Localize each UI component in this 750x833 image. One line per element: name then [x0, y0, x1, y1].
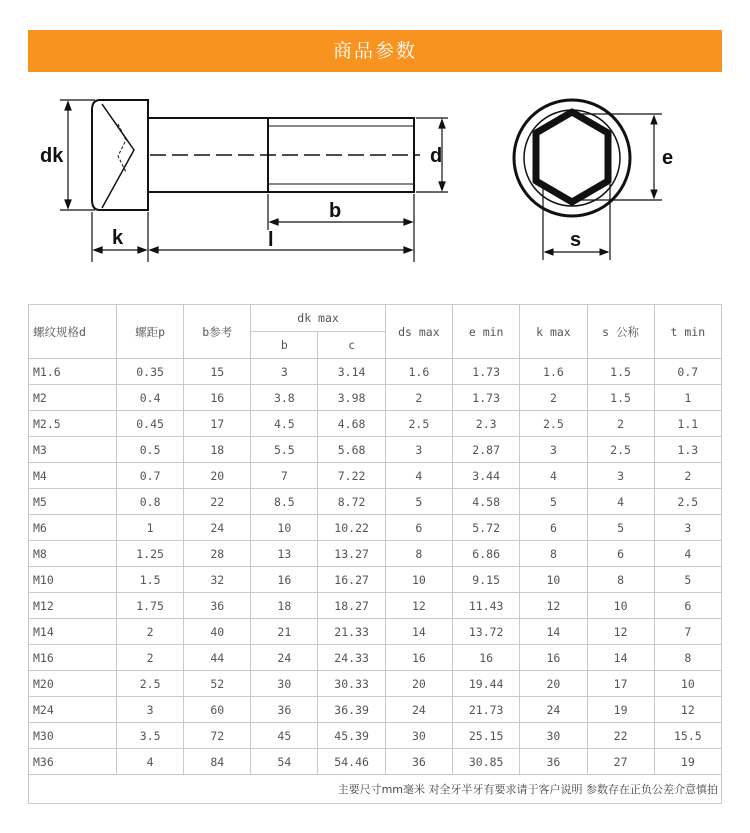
- table-cell: 3.14: [318, 359, 385, 385]
- table-cell: 2: [116, 645, 183, 671]
- table-cell: 44: [184, 645, 251, 671]
- table-cell: M3: [29, 437, 117, 463]
- table-cell: 4: [587, 489, 654, 515]
- table-cell: 19.44: [452, 671, 519, 697]
- table-cell: 1.5: [116, 567, 183, 593]
- table-cell: 24.33: [318, 645, 385, 671]
- table-cell: 24: [251, 645, 318, 671]
- table-row: [29, 515, 722, 541]
- table-cell: 17: [184, 411, 251, 437]
- table-cell: 4: [116, 749, 183, 775]
- table-cell: 7: [654, 619, 721, 645]
- table-cell: 11.43: [452, 593, 519, 619]
- table-cell: 4.58: [452, 489, 519, 515]
- table-cell: 10: [587, 593, 654, 619]
- table-cell: 2.5: [654, 489, 721, 515]
- table-cell: 36: [251, 697, 318, 723]
- table-cell: 8: [385, 541, 452, 567]
- table-cell: 8: [520, 541, 587, 567]
- table-cell: 30: [520, 723, 587, 749]
- table-cell: M2.5: [29, 411, 117, 437]
- table-cell: 0.4: [116, 385, 183, 411]
- table-cell: M36: [29, 749, 117, 775]
- label-dk: dk: [40, 145, 64, 167]
- table-cell: 36: [184, 593, 251, 619]
- table-cell: 4.5: [251, 411, 318, 437]
- table-cell: 45: [251, 723, 318, 749]
- table-cell: 0.35: [116, 359, 183, 385]
- table-cell: 15: [184, 359, 251, 385]
- table-cell: 24: [520, 697, 587, 723]
- table-cell: 1.73: [452, 385, 519, 411]
- header-pitch: 螺距p: [116, 305, 183, 359]
- table-cell: 9.15: [452, 567, 519, 593]
- header-dk-c: c: [318, 332, 385, 359]
- table-cell: 2: [654, 463, 721, 489]
- table-cell: 6: [385, 515, 452, 541]
- table-cell: 28: [184, 541, 251, 567]
- table-cell: 20: [184, 463, 251, 489]
- table-cell: 8.72: [318, 489, 385, 515]
- table-cell: 10.22: [318, 515, 385, 541]
- table-cell: 13.72: [452, 619, 519, 645]
- label-e: e: [662, 147, 674, 169]
- table-cell: 5.72: [452, 515, 519, 541]
- bolt-end-view: [514, 100, 662, 260]
- table-cell: 12: [385, 593, 452, 619]
- table-cell: 4: [654, 541, 721, 567]
- table-cell: 5.5: [251, 437, 318, 463]
- table-cell: 16: [251, 567, 318, 593]
- table-cell: 5.68: [318, 437, 385, 463]
- table-row: [29, 593, 722, 619]
- table-cell: 21: [251, 619, 318, 645]
- footnote-row: [29, 775, 722, 804]
- table-row: [29, 723, 722, 749]
- label-b: b: [329, 200, 342, 222]
- table-cell: 6.86: [452, 541, 519, 567]
- table-cell: 84: [184, 749, 251, 775]
- table-cell: 1.6: [385, 359, 452, 385]
- table-cell: 8: [587, 567, 654, 593]
- table-cell: 0.7: [654, 359, 721, 385]
- table-cell: 60: [184, 697, 251, 723]
- table-cell: 1.3: [654, 437, 721, 463]
- table-cell: 1.25: [116, 541, 183, 567]
- spec-table: [28, 304, 722, 804]
- table-cell: 5: [587, 515, 654, 541]
- table-cell: 10: [654, 671, 721, 697]
- table-row: [29, 489, 722, 515]
- table-cell: 0.5: [116, 437, 183, 463]
- table-cell: M30: [29, 723, 117, 749]
- table-cell: M8: [29, 541, 117, 567]
- table-cell: 16: [385, 645, 452, 671]
- table-cell: 1.5: [587, 385, 654, 411]
- table-cell: 2: [520, 385, 587, 411]
- table-cell: 0.8: [116, 489, 183, 515]
- table-cell: 2.3: [452, 411, 519, 437]
- table-cell: M24: [29, 697, 117, 723]
- table-cell: 10: [520, 567, 587, 593]
- bolt-head: [92, 100, 148, 210]
- table-cell: 20: [385, 671, 452, 697]
- table-cell: 16: [184, 385, 251, 411]
- table-cell: 4.68: [318, 411, 385, 437]
- table-cell: 5: [654, 567, 721, 593]
- table-cell: 17: [587, 671, 654, 697]
- table-row: [29, 463, 722, 489]
- table-cell: M6: [29, 515, 117, 541]
- table-row: [29, 671, 722, 697]
- header-ds-max: ds max: [385, 305, 452, 359]
- table-row: [29, 385, 722, 411]
- table-row: [29, 619, 722, 645]
- table-cell: 3: [251, 359, 318, 385]
- header-b-ref: b参考: [184, 305, 251, 359]
- table-cell: 4: [520, 463, 587, 489]
- table-cell: 45.39: [318, 723, 385, 749]
- table-cell: 6: [520, 515, 587, 541]
- table-cell: 72: [184, 723, 251, 749]
- table-cell: 0.7: [116, 463, 183, 489]
- table-cell: M1.6: [29, 359, 117, 385]
- table-cell: 1: [116, 515, 183, 541]
- table-cell: 1.73: [452, 359, 519, 385]
- table-cell: 22: [184, 489, 251, 515]
- header-row: [29, 305, 722, 332]
- table-cell: 14: [587, 645, 654, 671]
- table-cell: 7.22: [318, 463, 385, 489]
- table-cell: M16: [29, 645, 117, 671]
- label-k: k: [112, 227, 124, 249]
- table-cell: M2: [29, 385, 117, 411]
- table-cell: 16: [452, 645, 519, 671]
- table-cell: 2.5: [587, 437, 654, 463]
- table-cell: 18: [251, 593, 318, 619]
- table-cell: 15.5: [654, 723, 721, 749]
- table-cell: 10: [385, 567, 452, 593]
- table-cell: 54.46: [318, 749, 385, 775]
- table-cell: 3.8: [251, 385, 318, 411]
- table-cell: 2: [587, 411, 654, 437]
- footnote: 主要尺寸mm毫米 对全牙半牙有要求请于客户说明 参数存在正负公差介意慎拍: [29, 775, 722, 804]
- table-cell: 8.5: [251, 489, 318, 515]
- table-cell: 36: [520, 749, 587, 775]
- table-cell: 18: [184, 437, 251, 463]
- table-cell: 5: [520, 489, 587, 515]
- table-cell: 2: [385, 385, 452, 411]
- table-cell: 21.33: [318, 619, 385, 645]
- table-row: [29, 541, 722, 567]
- table-cell: 6: [587, 541, 654, 567]
- table-cell: 2.87: [452, 437, 519, 463]
- bolt-dimension-diagram: [0, 80, 750, 290]
- header-dk-b: b: [251, 332, 318, 359]
- table-cell: M4: [29, 463, 117, 489]
- table-cell: 1.75: [116, 593, 183, 619]
- table-cell: 30: [251, 671, 318, 697]
- table-cell: 30.33: [318, 671, 385, 697]
- table-cell: 2.5: [385, 411, 452, 437]
- table-cell: 19: [654, 749, 721, 775]
- table-cell: 2: [116, 619, 183, 645]
- table-cell: 5: [385, 489, 452, 515]
- header-k-max: k max: [520, 305, 587, 359]
- table-row: [29, 359, 722, 385]
- table-cell: 16.27: [318, 567, 385, 593]
- section-banner: [28, 30, 722, 72]
- table-row: [29, 411, 722, 437]
- table-cell: 19: [587, 697, 654, 723]
- table-cell: 40: [184, 619, 251, 645]
- table-cell: M20: [29, 671, 117, 697]
- table-cell: 6: [654, 593, 721, 619]
- table-cell: 25.15: [452, 723, 519, 749]
- table-cell: 24: [385, 697, 452, 723]
- table-cell: 20: [520, 671, 587, 697]
- table-cell: M5: [29, 489, 117, 515]
- table-cell: 54: [251, 749, 318, 775]
- header-dk-max: dk max: [251, 305, 386, 332]
- header-e-min: e min: [452, 305, 519, 359]
- spec-table-body: [29, 359, 722, 775]
- table-cell: 13.27: [318, 541, 385, 567]
- table-cell: M12: [29, 593, 117, 619]
- table-cell: 16: [520, 645, 587, 671]
- table-cell: 10: [251, 515, 318, 541]
- table-cell: 3: [520, 437, 587, 463]
- table-cell: 3: [654, 515, 721, 541]
- table-cell: M14: [29, 619, 117, 645]
- table-cell: M10: [29, 567, 117, 593]
- header-s-nom: s 公称: [587, 305, 654, 359]
- table-cell: 30.85: [452, 749, 519, 775]
- table-cell: 7: [251, 463, 318, 489]
- table-cell: 32: [184, 567, 251, 593]
- table-cell: 3.5: [116, 723, 183, 749]
- bolt-side-view: [92, 100, 420, 210]
- table-cell: 3.98: [318, 385, 385, 411]
- table-row: [29, 645, 722, 671]
- table-cell: 2.5: [520, 411, 587, 437]
- table-cell: 14: [385, 619, 452, 645]
- table-row: [29, 697, 722, 723]
- table-cell: 18.27: [318, 593, 385, 619]
- table-cell: 12: [654, 697, 721, 723]
- table-cell: 3.44: [452, 463, 519, 489]
- table-cell: 13: [251, 541, 318, 567]
- table-cell: 12: [520, 593, 587, 619]
- table-cell: 24: [184, 515, 251, 541]
- table-cell: 0.45: [116, 411, 183, 437]
- table-cell: 12: [587, 619, 654, 645]
- header-t-min: t min: [654, 305, 721, 359]
- label-l: l: [268, 229, 274, 251]
- table-cell: 1.5: [587, 359, 654, 385]
- table-cell: 36: [385, 749, 452, 775]
- table-cell: 1.1: [654, 411, 721, 437]
- table-cell: 1.6: [520, 359, 587, 385]
- header-thread: 螺纹规格d: [29, 305, 117, 359]
- table-row: [29, 567, 722, 593]
- hex-socket: [536, 112, 608, 202]
- table-cell: 21.73: [452, 697, 519, 723]
- table-cell: 14: [520, 619, 587, 645]
- table-cell: 3: [587, 463, 654, 489]
- table-cell: 3: [385, 437, 452, 463]
- table-cell: 27: [587, 749, 654, 775]
- table-cell: 2.5: [116, 671, 183, 697]
- table-cell: 22: [587, 723, 654, 749]
- banner-title: 商品参数: [332, 40, 417, 62]
- table-cell: 3: [116, 697, 183, 723]
- table-cell: 30: [385, 723, 452, 749]
- label-s: s: [570, 229, 582, 251]
- table-cell: 4: [385, 463, 452, 489]
- table-cell: 1: [654, 385, 721, 411]
- label-d: d: [430, 145, 443, 167]
- table-cell: 8: [654, 645, 721, 671]
- table-cell: 52: [184, 671, 251, 697]
- table-row: [29, 437, 722, 463]
- table-cell: 36.39: [318, 697, 385, 723]
- table-row: [29, 749, 722, 775]
